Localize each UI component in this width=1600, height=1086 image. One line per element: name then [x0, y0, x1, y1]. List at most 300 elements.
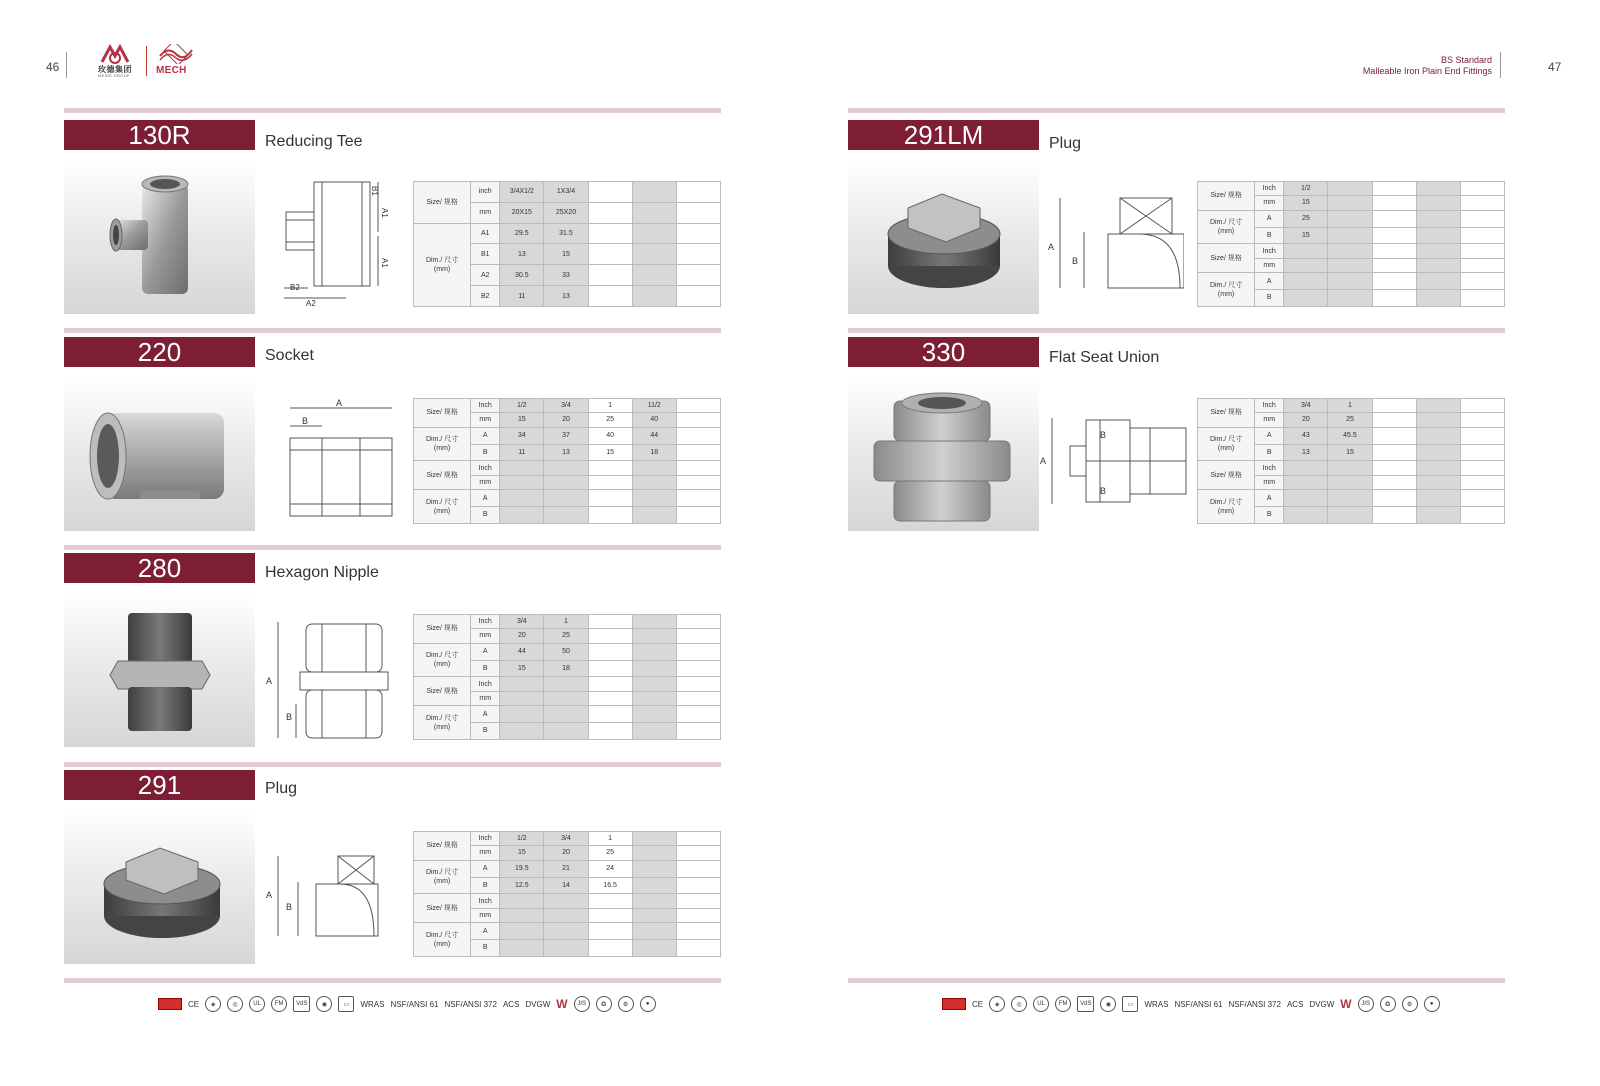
spec-table-flat-seat-union — [1197, 398, 1505, 524]
dim-label — [414, 706, 471, 740]
cert-icon: ◎ — [1011, 996, 1027, 1012]
table-cell — [676, 461, 720, 475]
cert-vds: VdS — [293, 996, 310, 1012]
table-cell — [500, 706, 544, 723]
table-cell — [544, 461, 588, 475]
cert-wras: WRAS — [1144, 999, 1169, 1009]
table-cell — [500, 490, 544, 507]
meide-logo-en-text: MEIDE GROUP — [98, 73, 130, 78]
table-cell: 25 — [1328, 413, 1372, 427]
table-cell — [676, 939, 720, 956]
row-label: B — [1255, 444, 1284, 461]
table-cell — [544, 939, 588, 956]
table-cell — [676, 413, 720, 427]
table-cell — [500, 894, 544, 908]
product-photo-flat-seat-union — [848, 379, 1039, 531]
table-cell — [544, 506, 588, 523]
table-cell — [676, 223, 720, 244]
row-label: B — [1255, 289, 1284, 306]
table-cell — [632, 506, 676, 523]
mm-label: mm — [1255, 196, 1284, 210]
table-cell: 13 — [1284, 444, 1328, 461]
size-label: Size/ 规格 — [414, 894, 471, 923]
table-cell — [1416, 273, 1460, 290]
mm-label: mm — [1255, 258, 1284, 272]
table-cell: 20 — [544, 846, 588, 860]
spec-table-plug — [413, 831, 721, 957]
table-cell — [1460, 273, 1504, 290]
cert-ul: UL — [1033, 996, 1049, 1012]
table-cell — [1372, 461, 1416, 475]
dim-unit-text: (mm) — [433, 265, 451, 273]
header-title — [1363, 55, 1492, 77]
dim-label-text: Dim./ 尺寸 — [425, 256, 459, 264]
table-cell — [676, 615, 720, 629]
table-cell — [1328, 273, 1372, 290]
product-title: Reducing Tee — [265, 133, 363, 150]
table-cell — [632, 643, 676, 660]
dim-label — [414, 490, 471, 524]
table-cell — [1416, 289, 1460, 306]
table-cell: 1X3/4 — [544, 182, 588, 203]
table-cell — [544, 677, 588, 691]
table-cell — [1328, 210, 1372, 227]
table-cell: 25 — [544, 629, 588, 643]
table-cell — [676, 265, 720, 286]
table-cell — [500, 475, 544, 489]
cert-icon: ✪ — [1380, 996, 1396, 1012]
table-cell — [500, 939, 544, 956]
dimension-label-A: A — [336, 398, 343, 408]
table-cell: 15 — [500, 846, 544, 860]
table-cell — [588, 490, 632, 507]
table-cell — [1372, 182, 1416, 196]
table-cell — [1328, 196, 1372, 210]
table-cell — [500, 722, 544, 739]
table-cell — [632, 202, 676, 223]
table-cell: 44 — [632, 427, 676, 444]
section-rule — [848, 328, 1505, 333]
cert-icon: ◈ — [989, 996, 1005, 1012]
table-cell: 14 — [544, 877, 588, 894]
table-cell — [1460, 258, 1504, 272]
table-cell — [1372, 506, 1416, 523]
table-cell — [632, 660, 676, 677]
dimension-label-A1: A1 — [380, 208, 389, 218]
cert-nsf61: NSF/ANSI 61 — [1174, 999, 1223, 1009]
product-code-badge: 291 — [64, 770, 255, 800]
table-cell — [588, 202, 632, 223]
table-cell: 3/4 — [544, 399, 588, 413]
table-cell: 18 — [544, 660, 588, 677]
dimension-label-B: B — [1100, 430, 1107, 440]
flag-icon — [158, 998, 182, 1010]
mm-label: mm — [471, 202, 500, 223]
cert-icon: ▭ — [1122, 996, 1138, 1012]
mm-label: mm — [471, 413, 500, 427]
table-cell — [1416, 210, 1460, 227]
cert-icon: ● — [640, 996, 656, 1012]
row-label: A — [1255, 427, 1284, 444]
table-cell — [676, 202, 720, 223]
inch-label: Inch — [1255, 182, 1284, 196]
cert-dvgw: DVGW — [525, 999, 551, 1009]
table-cell: 11/2 — [632, 399, 676, 413]
dimension-label-A: A — [1048, 242, 1055, 252]
table-cell — [632, 629, 676, 643]
table-cell: 11 — [500, 286, 544, 307]
dimension-label-A2: A2 — [306, 299, 316, 308]
technical-drawing-plug — [264, 852, 384, 942]
dim-unit-text: (mm) — [1217, 445, 1235, 453]
product-code-badge: 330 — [848, 337, 1039, 367]
dim-label — [414, 643, 471, 677]
size-label: Size/ 规格 — [414, 832, 471, 861]
dim-unit-text: (mm) — [433, 661, 451, 669]
table-cell — [1416, 444, 1460, 461]
dimension-label-B-lower: B — [1100, 486, 1107, 496]
dimension-label-A: A — [1040, 456, 1047, 466]
table-cell — [544, 706, 588, 723]
table-cell — [1284, 475, 1328, 489]
table-cell — [1328, 461, 1372, 475]
table-cell: 15 — [500, 413, 544, 427]
table-cell — [500, 677, 544, 691]
size-label: Size/ 规格 — [1198, 244, 1255, 273]
table-cell — [676, 475, 720, 489]
table-cell — [1284, 490, 1328, 507]
mech-logo — [156, 44, 196, 78]
cert-fm: FM — [271, 996, 287, 1012]
table-cell — [676, 399, 720, 413]
table-cell — [1372, 490, 1416, 507]
table-cell — [1460, 444, 1504, 461]
dim-label — [414, 223, 471, 306]
dim-label-text: Dim./ 尺寸 — [425, 714, 459, 722]
table-cell — [588, 923, 632, 940]
table-cell — [544, 894, 588, 908]
cert-nsf372: NSF/ANSI 372 — [444, 999, 497, 1009]
mech-logo-icon — [156, 44, 196, 64]
table-cell: 20X15 — [500, 202, 544, 223]
section-rule — [64, 978, 721, 983]
table-cell: 37 — [544, 427, 588, 444]
header-title-line1: BS Standard — [1440, 55, 1492, 65]
table-cell: 30.5 — [500, 265, 544, 286]
product-title: Hexagon Nipple — [265, 564, 379, 581]
table-cell — [588, 939, 632, 956]
inch-label: Inch — [1255, 461, 1284, 475]
table-cell — [1416, 506, 1460, 523]
table-cell — [1328, 475, 1372, 489]
dim-unit-text: (mm) — [1217, 507, 1235, 515]
table-cell — [588, 908, 632, 922]
spec-table-socket — [413, 398, 721, 524]
dim-label-text: Dim./ 尺寸 — [425, 498, 459, 506]
table-cell — [588, 691, 632, 705]
table-cell — [676, 677, 720, 691]
row-label: A — [1255, 490, 1284, 507]
table-cell: 15 — [500, 660, 544, 677]
table-cell — [500, 691, 544, 705]
table-cell — [1372, 289, 1416, 306]
table-cell — [676, 860, 720, 877]
table-cell — [632, 265, 676, 286]
cert-icon: ⚙ — [618, 996, 634, 1012]
page-number-right: 47 — [1548, 60, 1562, 74]
product-title: Plug — [265, 780, 298, 797]
table-cell — [1372, 444, 1416, 461]
size-label: Size/ 规格 — [414, 182, 471, 224]
row-label: B1 — [471, 244, 500, 265]
table-cell — [676, 643, 720, 660]
table-cell — [1372, 210, 1416, 227]
table-cell: 19.5 — [500, 860, 544, 877]
logo-divider — [146, 46, 147, 76]
cert-icon: ⚙ — [1402, 996, 1418, 1012]
size-label: Size/ 规格 — [414, 461, 471, 490]
table-cell — [500, 506, 544, 523]
row-label: B — [471, 444, 500, 461]
table-cell: 40 — [632, 413, 676, 427]
table-cell — [1328, 244, 1372, 258]
dim-label — [1198, 490, 1255, 524]
product-photo-hexagon-nipple — [64, 595, 255, 747]
table-cell — [1372, 196, 1416, 210]
dim-unit-text: (mm) — [433, 878, 451, 886]
dim-label — [1198, 427, 1255, 461]
product-title: Plug — [1049, 135, 1082, 152]
table-cell — [1416, 399, 1460, 413]
row-label: B2 — [471, 286, 500, 307]
mech-logo-text: MECH — [156, 65, 187, 76]
table-cell — [1372, 258, 1416, 272]
table-cell — [676, 182, 720, 203]
table-cell — [588, 461, 632, 475]
section-rule — [64, 545, 721, 550]
table-cell — [1372, 227, 1416, 244]
table-cell — [632, 490, 676, 507]
table-cell — [500, 908, 544, 922]
table-cell — [544, 475, 588, 489]
table-cell: 25 — [1284, 210, 1328, 227]
table-cell: 3/4X1/2 — [500, 182, 544, 203]
cert-fm: FM — [1055, 996, 1071, 1012]
row-label: A — [471, 923, 500, 940]
row-label: A — [471, 490, 500, 507]
table-cell — [544, 691, 588, 705]
row-label: A1 — [471, 223, 500, 244]
product-title: Socket — [265, 347, 314, 364]
mm-label: mm — [471, 691, 500, 705]
mm-label: mm — [471, 629, 500, 643]
table-cell — [676, 629, 720, 643]
table-cell: 29.5 — [500, 223, 544, 244]
spec-table-reducing-tee — [413, 181, 721, 307]
table-cell: 25X20 — [544, 202, 588, 223]
inch-label: Inch — [471, 677, 500, 691]
cert-ce: CE — [188, 999, 200, 1009]
table-cell: 20 — [1284, 413, 1328, 427]
cert-icon: ◉ — [316, 996, 332, 1012]
spec-table-plug-lm — [1197, 181, 1505, 307]
table-cell: 21 — [544, 860, 588, 877]
row-label: B — [471, 939, 500, 956]
table-cell — [632, 615, 676, 629]
size-label: Size/ 规格 — [1198, 182, 1255, 211]
table-cell: 1 — [588, 832, 632, 846]
table-cell — [632, 846, 676, 860]
mm-label: mm — [471, 908, 500, 922]
table-cell: 13 — [544, 444, 588, 461]
table-cell — [632, 461, 676, 475]
cert-wras: WRAS — [360, 999, 385, 1009]
table-cell: 45.5 — [1328, 427, 1372, 444]
cert-icon: ▭ — [338, 996, 354, 1012]
row-label: A — [1255, 273, 1284, 290]
table-cell: 12.5 — [500, 877, 544, 894]
table-cell — [1416, 475, 1460, 489]
mm-label: mm — [1255, 413, 1284, 427]
table-cell — [588, 706, 632, 723]
page-number-left: 46 — [46, 60, 60, 74]
dim-label-text: Dim./ 尺寸 — [1209, 219, 1243, 227]
row-label: B — [471, 877, 500, 894]
size-label: Size/ 规格 — [1198, 461, 1255, 490]
inch-label: Inch — [1255, 244, 1284, 258]
table-cell — [1328, 258, 1372, 272]
page-number-divider — [66, 52, 67, 78]
table-cell — [632, 832, 676, 846]
row-label: A — [471, 643, 500, 660]
table-cell: 1/2 — [500, 399, 544, 413]
section-rule — [64, 328, 721, 333]
table-cell — [676, 490, 720, 507]
table-cell — [676, 722, 720, 739]
table-cell — [676, 923, 720, 940]
cert-jis: JIS — [1358, 996, 1374, 1012]
table-cell — [632, 286, 676, 307]
table-cell — [1460, 210, 1504, 227]
inch-label: Inch — [471, 615, 500, 629]
table-cell — [588, 722, 632, 739]
table-cell — [1416, 227, 1460, 244]
technical-drawing-plug-lm — [1044, 192, 1184, 292]
dim-unit-text: (mm) — [433, 723, 451, 731]
product-code-badge: 291LM — [848, 120, 1039, 150]
cert-icon: ◉ — [1100, 996, 1116, 1012]
table-cell: 33 — [544, 265, 588, 286]
table-cell — [588, 475, 632, 489]
table-cell — [1416, 196, 1460, 210]
cert-dvgw: DVGW — [1309, 999, 1335, 1009]
table-cell: 24 — [588, 860, 632, 877]
table-cell: 13 — [500, 244, 544, 265]
table-cell — [1328, 490, 1372, 507]
section-rule — [64, 762, 721, 767]
cert-w: W — [1340, 997, 1352, 1011]
table-cell — [1372, 273, 1416, 290]
table-cell — [676, 706, 720, 723]
product-photo-plug-lm — [848, 162, 1039, 314]
table-cell — [632, 706, 676, 723]
table-cell — [1460, 461, 1504, 475]
table-cell — [588, 894, 632, 908]
table-cell — [544, 722, 588, 739]
table-cell: 50 — [544, 643, 588, 660]
table-cell: 44 — [500, 643, 544, 660]
table-cell — [1460, 490, 1504, 507]
row-label: A — [471, 860, 500, 877]
inch-label: Inch — [1255, 399, 1284, 413]
certification-strip-left — [158, 994, 656, 1014]
dimension-label-B: B — [286, 902, 293, 912]
table-cell — [1416, 413, 1460, 427]
table-cell — [588, 223, 632, 244]
table-cell — [676, 244, 720, 265]
table-cell — [588, 660, 632, 677]
cert-icon: ◎ — [227, 996, 243, 1012]
dim-label-text: Dim./ 尺寸 — [1209, 498, 1243, 506]
table-cell — [632, 691, 676, 705]
table-cell — [1416, 490, 1460, 507]
table-cell — [1372, 399, 1416, 413]
dim-unit-text: (mm) — [1217, 228, 1235, 236]
technical-drawing-flat-seat-union — [1040, 414, 1190, 508]
technical-drawing-reducing-tee — [278, 178, 398, 308]
cert-icon: ✪ — [596, 996, 612, 1012]
table-cell — [676, 286, 720, 307]
table-cell: 1/2 — [1284, 182, 1328, 196]
table-cell — [632, 860, 676, 877]
row-label: A — [1255, 210, 1284, 227]
table-cell — [1284, 258, 1328, 272]
table-cell: 3/4 — [500, 615, 544, 629]
table-cell — [632, 894, 676, 908]
table-cell: 1 — [588, 399, 632, 413]
dimension-label-B: B — [286, 712, 293, 722]
table-cell — [1372, 427, 1416, 444]
dim-unit-text: (mm) — [433, 445, 451, 453]
dim-label-text: Dim./ 尺寸 — [425, 436, 459, 444]
table-cell — [632, 677, 676, 691]
table-cell — [632, 722, 676, 739]
row-label: B — [1255, 227, 1284, 244]
table-cell: 34 — [500, 427, 544, 444]
table-cell — [676, 506, 720, 523]
table-cell: 20 — [500, 629, 544, 643]
table-cell — [632, 923, 676, 940]
table-cell: 43 — [1284, 427, 1328, 444]
table-cell — [588, 286, 632, 307]
dim-label — [414, 427, 471, 461]
table-cell — [632, 244, 676, 265]
table-cell — [1328, 182, 1372, 196]
technical-drawing-hexagon-nipple — [264, 616, 394, 746]
table-cell — [544, 908, 588, 922]
product-code-badge: 280 — [64, 553, 255, 583]
table-cell — [632, 908, 676, 922]
table-cell — [676, 832, 720, 846]
table-cell — [676, 908, 720, 922]
dim-unit-text: (mm) — [1217, 290, 1235, 298]
table-cell — [588, 265, 632, 286]
table-cell — [1460, 182, 1504, 196]
cert-ce: CE — [972, 999, 984, 1009]
table-cell: 1/2 — [500, 832, 544, 846]
row-label: A2 — [471, 265, 500, 286]
dim-label — [414, 923, 471, 957]
